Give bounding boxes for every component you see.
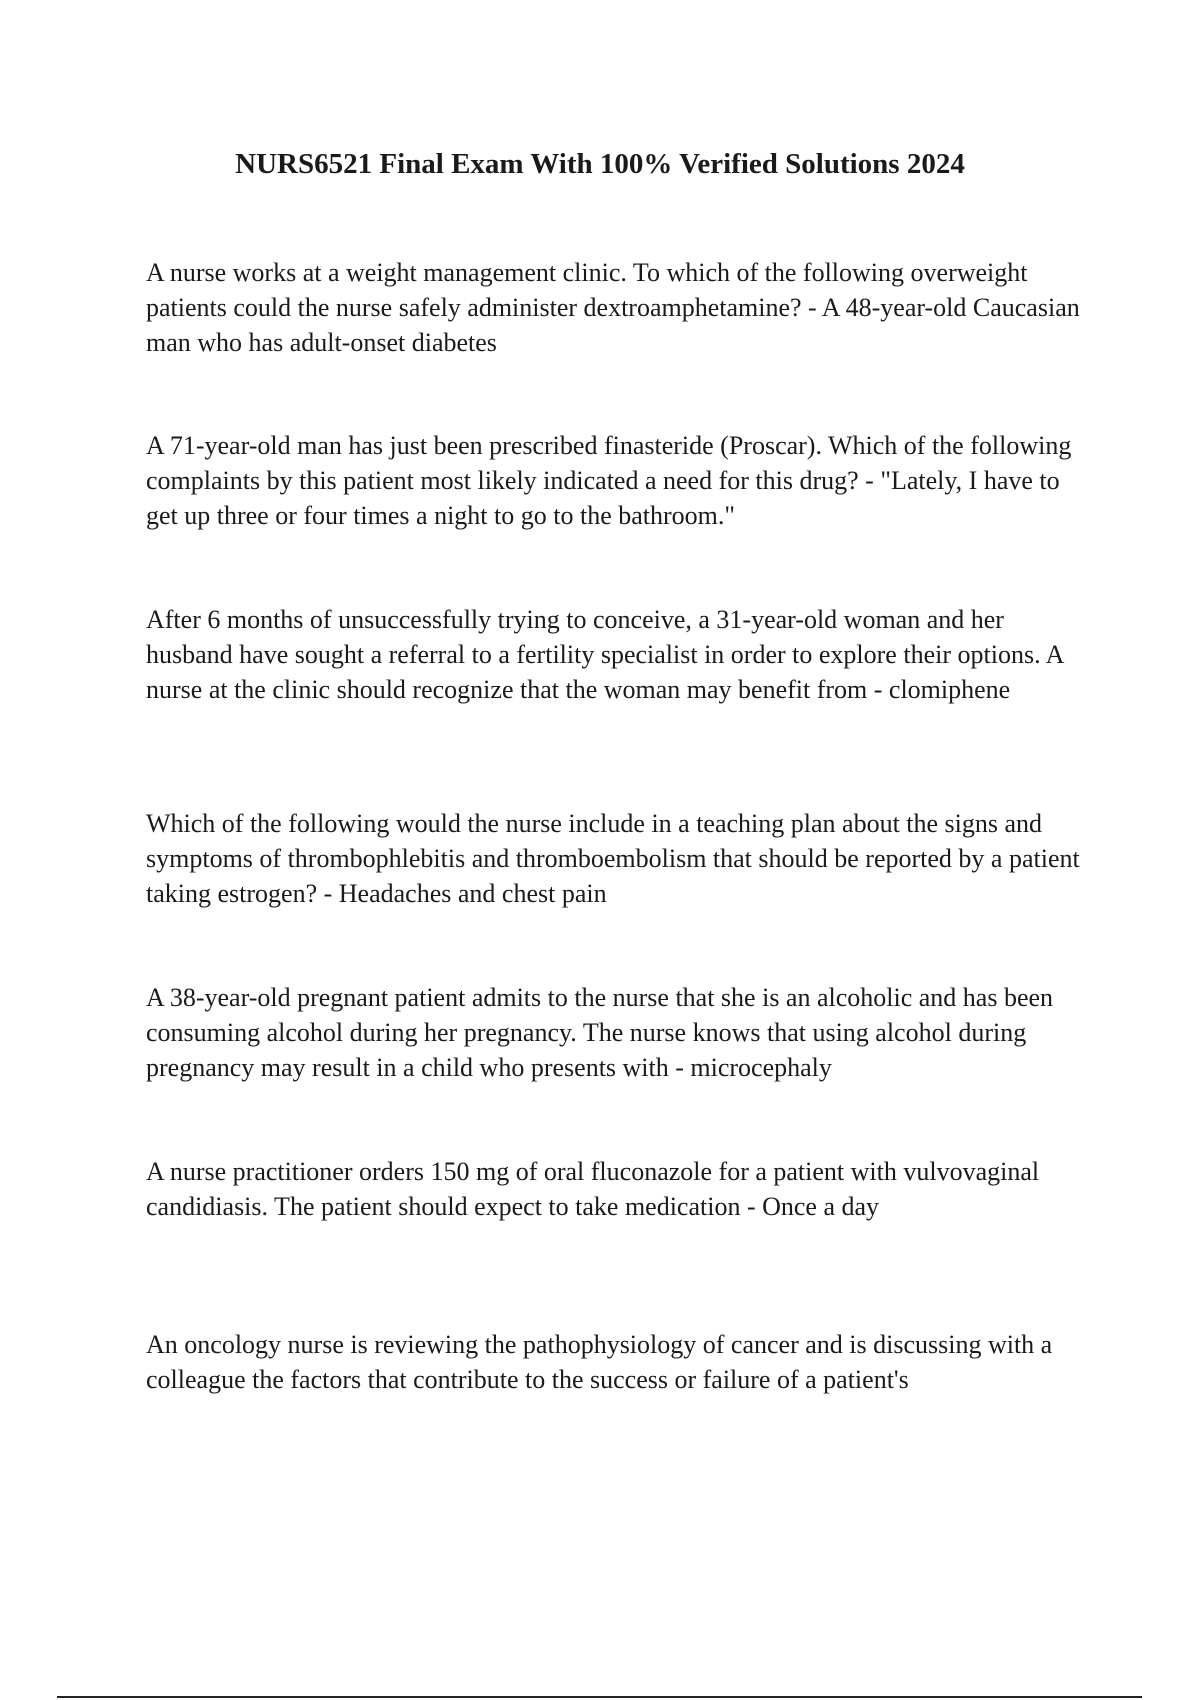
question-answer-7: An oncology nurse is reviewing the pathophysiology of cancer and is discussing with a colleague the factors that contribute to the success or failure of a patient's — [146, 1330, 1053, 1394]
question-answer-3 — [146, 602, 1086, 724]
question-answer-6: A nurse practitioner orders 150 mg of oral fluconazole for a patient with vulvovaginal candidiasis. The patient should expect to take medication - Once a day — [146, 1157, 1040, 1221]
question-answer-2: A 71-year-old man has just been prescribed finasteride (Proscar). Which of the following complaints by this patient most likely indicated a need for this drug? - "Lately, I have to get up three or four times a night to go to the bathroom." — [146, 431, 1072, 530]
page-bottom-rule — [57, 1696, 1142, 1698]
question-answer-5: A 38-year-old pregnant patient admits to the nurse that she is an alcoholic and has been consuming alcohol during her pregnancy. The nurse knows that using alcohol during pregnancy may result in a child who presents with - microcephaly — [146, 983, 1054, 1082]
question-answer-1: A nurse works at a weight management clinic. To which of the following overweight patients could the nurse safely administer dextroamphetamine? - A 48-year-old Caucasian man who has adult-onset diabetes — [146, 258, 1080, 357]
document-title: NURS6521 Final Exam With 100% Verified Solutions 2024 — [235, 148, 965, 180]
question-answer-4: Which of the following would the nurse include in a teaching plan about the signs and symptoms of thrombophlebitis and thromboembolism that should be reported by a patient taking estrogen? - Headaches and chest pain — [146, 809, 1080, 908]
question-answer-3-text: After 6 months of unsuccessfully trying to conceive, a 31-year-old woman and her husband have sought a referral to a fertility specialist in order to explore their options. A nurse at the clinic should recognize that the woman may benefit from - clomiphene — [146, 605, 1063, 704]
